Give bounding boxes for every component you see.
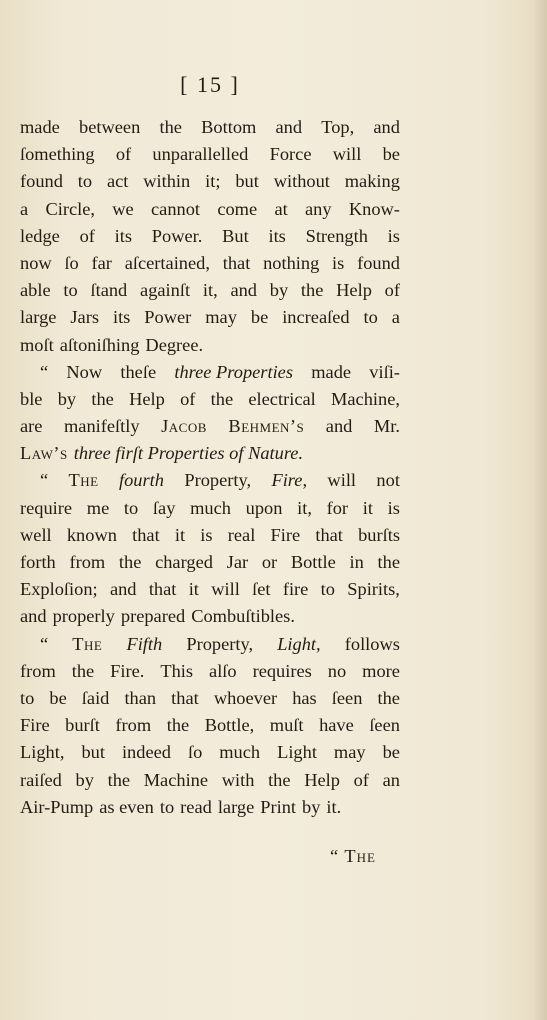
word: the — [91, 388, 114, 409]
word: to — [363, 307, 378, 328]
word: The — [68, 470, 99, 491]
word: now — [20, 252, 52, 273]
word: This — [160, 660, 194, 681]
word: the — [107, 769, 131, 790]
word: to — [63, 280, 78, 301]
word: the — [377, 552, 400, 572]
word: has — [292, 687, 317, 708]
word: a — [391, 307, 400, 328]
word: large — [217, 796, 255, 817]
word: the — [377, 687, 400, 708]
word: as even — [99, 796, 154, 817]
word: that — [132, 524, 160, 545]
word: is — [387, 497, 400, 518]
word: is — [387, 225, 400, 246]
word: is — [200, 524, 213, 545]
word: ſet — [252, 579, 271, 600]
word: by — [302, 796, 321, 817]
word: will — [332, 144, 362, 165]
word: fire — [282, 579, 309, 600]
word: manifeſtly — [63, 416, 140, 437]
text-line — [20, 603, 400, 630]
word: Strength — [305, 225, 368, 246]
word: of — [115, 144, 132, 165]
word: of — [79, 225, 95, 246]
page-edge-shadow — [533, 0, 547, 1020]
word: electrical — [248, 388, 316, 409]
word: at — [274, 198, 288, 219]
word: the — [268, 769, 291, 790]
word: nothing — [263, 252, 320, 273]
word: “ — [40, 361, 49, 382]
word: Help — [336, 280, 372, 301]
word: the — [166, 715, 190, 736]
word: that — [315, 524, 343, 545]
word: moſt — [20, 334, 54, 355]
word: requires — [252, 660, 312, 681]
word: of — [353, 769, 369, 790]
word: it — [362, 497, 373, 518]
word: Fire, — [271, 470, 308, 491]
word: but — [235, 171, 259, 192]
text-line — [20, 196, 400, 223]
text-line — [20, 359, 400, 386]
word: that — [148, 579, 177, 600]
word: it. — [326, 796, 342, 817]
word: we — [112, 198, 134, 219]
word: it — [174, 524, 186, 545]
word: its — [112, 307, 131, 328]
word: for — [326, 497, 349, 518]
word: and — [109, 579, 137, 600]
word: “ — [40, 470, 49, 491]
word: ſo — [64, 252, 79, 273]
word: it — [188, 579, 199, 600]
text-line — [20, 712, 400, 739]
word: Light, — [20, 742, 65, 763]
word: raiſed — [20, 769, 62, 790]
word: be — [382, 144, 400, 165]
word: from — [115, 715, 152, 736]
word: Bottle — [290, 552, 336, 572]
text-line — [20, 467, 400, 494]
word: the — [71, 660, 95, 681]
word: an — [382, 769, 400, 790]
body-text — [20, 114, 400, 821]
word: forth — [20, 552, 56, 572]
word: ſay — [152, 497, 176, 518]
word: it, — [297, 497, 312, 518]
word: to — [123, 497, 139, 518]
word: within — [143, 171, 191, 192]
word: properly — [52, 606, 115, 627]
word: any — [305, 198, 332, 219]
word: viſi- — [369, 361, 400, 382]
word: unparallelled — [152, 144, 249, 165]
word: that — [222, 252, 251, 273]
word: But — [222, 225, 249, 246]
word: me — [86, 497, 110, 518]
word: but — [81, 742, 105, 763]
word: theſe — [120, 361, 157, 382]
word: Property, — [184, 470, 252, 491]
word: able — [20, 280, 51, 301]
word: be — [382, 742, 400, 763]
word: increaſed — [282, 307, 350, 328]
word: Print — [260, 796, 297, 817]
word: without — [273, 171, 330, 192]
word: Help — [304, 769, 340, 790]
word: and — [275, 117, 303, 137]
text-line — [20, 304, 400, 331]
word: will — [327, 470, 357, 491]
word: the — [159, 117, 182, 137]
word: or — [261, 552, 278, 572]
word: much — [190, 497, 231, 518]
text-line — [20, 141, 400, 168]
word: Bottom — [201, 117, 257, 137]
word: made — [311, 361, 352, 382]
word: Light — [277, 742, 317, 763]
word: that — [171, 687, 199, 708]
word: Circle, — [45, 198, 95, 219]
word: Fire — [270, 524, 301, 545]
word: Degree. — [145, 334, 204, 355]
word: indeed — [121, 742, 171, 763]
word: Fifth — [126, 633, 163, 654]
text-line — [20, 549, 400, 576]
word: ſeen — [369, 715, 400, 736]
word: it, — [202, 280, 218, 301]
word: ſaid — [81, 687, 110, 708]
word: are — [20, 416, 43, 437]
word: it; — [205, 171, 221, 192]
text-line — [20, 250, 400, 277]
word: muſt — [269, 715, 304, 736]
word: and — [325, 416, 353, 437]
word: Law’s — [20, 443, 68, 464]
word: three firſt Properties of Nature. — [73, 443, 304, 464]
word: of — [180, 388, 196, 409]
word: is — [332, 252, 345, 273]
word: Mr. — [373, 416, 400, 437]
word: ſomething — [20, 144, 95, 165]
word: fourth — [119, 470, 164, 491]
text-line — [20, 277, 400, 304]
word: known — [66, 524, 117, 545]
word: Exploſion; — [20, 579, 98, 600]
word: found — [20, 171, 63, 192]
word: Jar — [226, 552, 249, 572]
word: ſtand — [90, 280, 128, 301]
word: than — [124, 687, 157, 708]
word: may — [205, 307, 237, 328]
word: “ — [40, 633, 49, 654]
text-line — [20, 223, 400, 250]
word: Power. — [151, 225, 203, 246]
text-line — [20, 168, 400, 195]
word: Force — [269, 144, 312, 165]
word: act — [106, 171, 129, 192]
word: found — [357, 252, 400, 273]
catchword: “ The — [330, 846, 376, 866]
text-line — [20, 658, 400, 685]
word: making — [344, 171, 400, 192]
word: againſt — [140, 280, 191, 301]
word: be — [250, 307, 269, 328]
word: to — [320, 579, 335, 600]
word: Machine — [143, 769, 209, 790]
word: with — [221, 769, 255, 790]
word: made — [20, 117, 60, 137]
word: read — [180, 796, 212, 817]
word: three Properties — [174, 361, 294, 382]
text-line — [20, 767, 400, 794]
word: and — [230, 280, 257, 301]
word: ble — [20, 388, 43, 409]
word: the — [118, 552, 142, 572]
text-line — [20, 495, 400, 522]
word: by — [75, 769, 94, 790]
word: The — [72, 633, 103, 654]
word: and — [373, 117, 400, 137]
text-line — [20, 631, 400, 658]
word: large — [20, 307, 57, 328]
word: and — [20, 606, 47, 627]
text-line — [20, 440, 400, 467]
word: whoever — [213, 687, 278, 708]
word: the — [210, 388, 234, 409]
word: from — [20, 660, 56, 681]
word: Now — [66, 361, 103, 382]
word: Light, — [277, 633, 321, 654]
text-line — [20, 114, 400, 141]
text-line — [20, 685, 400, 712]
word: Jars — [70, 307, 99, 328]
word: Spirits, — [347, 579, 400, 600]
word: well — [20, 524, 52, 545]
word: follows — [344, 633, 400, 654]
word: more — [362, 660, 400, 681]
word: come — [217, 198, 258, 219]
word: be — [49, 687, 67, 708]
word: real — [227, 524, 256, 545]
word: no — [327, 660, 347, 681]
word: its — [268, 225, 286, 246]
word: Combuſtibles. — [191, 606, 295, 627]
word: not — [376, 470, 400, 491]
word: Jacob — [161, 416, 207, 437]
word: burſts — [358, 524, 400, 545]
word: will — [211, 579, 240, 600]
word: have — [319, 715, 354, 736]
word: Power — [144, 307, 192, 328]
word: Property, — [186, 633, 254, 654]
word: aſtoniſhing — [59, 334, 140, 355]
word: upon — [245, 497, 283, 518]
word: by — [269, 280, 289, 301]
text-line — [20, 739, 400, 766]
page-number: [ 15 ] — [180, 72, 240, 97]
word: much — [219, 742, 261, 763]
word: a — [20, 198, 29, 219]
text-line — [20, 332, 400, 359]
word: require — [20, 497, 73, 518]
word: Air-Pump — [20, 796, 94, 817]
text-line — [20, 386, 400, 413]
word: prepared — [120, 606, 186, 627]
word: to — [20, 687, 35, 708]
word: charged — [155, 552, 213, 572]
word: ledge — [20, 225, 60, 246]
word: far — [91, 252, 112, 273]
text-line — [20, 413, 400, 440]
word: in — [349, 552, 364, 572]
word: Top, — [321, 117, 355, 137]
word: Know- — [348, 198, 400, 219]
word: of — [384, 280, 400, 301]
text-line — [20, 576, 400, 603]
word: aſcertained, — [124, 252, 210, 273]
word: Fire. — [110, 660, 145, 681]
word: to — [159, 796, 175, 817]
word: ſeen — [331, 687, 363, 708]
word: Behmen’s — [228, 416, 305, 437]
word: alſo — [209, 660, 237, 681]
word: Bottle, — [204, 715, 255, 736]
text-line — [20, 522, 400, 549]
word: by — [57, 388, 77, 409]
word: ſo — [187, 742, 203, 763]
word: its — [114, 225, 133, 246]
word: the — [300, 280, 324, 301]
word: cannot — [151, 198, 201, 219]
word: may — [333, 742, 366, 763]
word: between — [79, 117, 141, 137]
text-line — [20, 794, 400, 821]
word: Help — [129, 388, 165, 409]
word: Machine, — [331, 388, 400, 409]
word: burſt — [65, 715, 100, 736]
word: from — [69, 552, 106, 572]
word: Fire — [20, 715, 50, 736]
word: to — [77, 171, 93, 192]
